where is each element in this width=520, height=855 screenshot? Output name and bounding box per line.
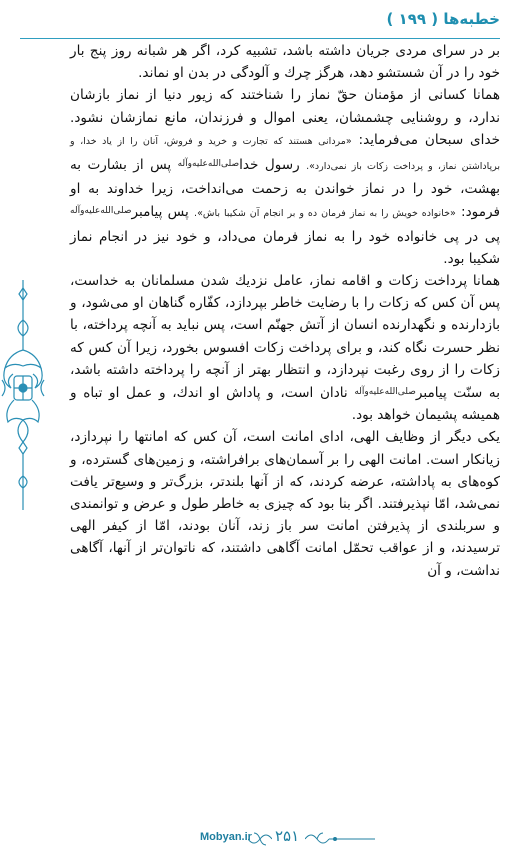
page-number: ۲۵۱	[275, 827, 300, 845]
salawat-mark: صلی‌الله‌علیه‌وآله	[70, 206, 132, 217]
chapter-title: خطبه‌ها ( ۱۹۹ )	[386, 10, 500, 28]
paragraph-1: بر در سرای مردی جریان داشته باشد، تشبیه کرد، اگر هر شبانه روز پنج بار خود را در آن شستشو دهد، هرگز چرك و آلودگی در بدن او نماند.	[70, 43, 500, 82]
vine-ornament-icon	[248, 829, 272, 849]
paragraph-2-text-b: رسول خدا	[239, 157, 307, 174]
paragraph-2-text-d: پس پیامبر	[131, 204, 195, 221]
vine-ornament-icon	[305, 829, 375, 849]
paragraph-2-text-a: همانا كسانی از مؤمنان حقّ نماز را شناختند كه زیور دنیا از نماز بازشان ندارد، و روشنایی چشمشان، یعنی اموال و فرزندان، مانع نمازشان نشود. خدای سبحان می‌فرماید:	[70, 87, 500, 148]
arabesque-ornament-icon	[0, 280, 46, 510]
paragraph-3-text-b: نادان است، و پاداش او اندك، و عمل او تباه و همیشه پشیمان خواهد بود.	[70, 385, 500, 424]
main-text	[70, 40, 500, 582]
paragraph-3	[70, 270, 500, 426]
paragraph-2	[70, 84, 500, 270]
paragraph-4: یكی دیگر از وظایف الهی، ادای امانت است، آن كس كه امانتها را نپردازد، زیانكار است. امانت الهی را بر آسمان‌های برافراشته، و زمین‌های گسترده، و كوه‌های به پاداشته، عرضه كردند، كه از آنها بلندتر، بزرگ‌تر و وسیع‌تر یافت نمی‌شد، امّا نپذیرفتند. اگر بنا بود كه چیزی به خاطر طول و عرض و توانمندی و سربلندی از پذیرفتن امانت سر باز زند، آنان بودند، امّا از كیفر الهی ترسیدند، و از عواقب تحمّل امانت آگاهی داشتند، كه ناتوان‌تر از آنها، آگاهی نداشت، و آن	[70, 429, 500, 579]
header-divider	[20, 38, 500, 39]
page-header	[20, 8, 500, 34]
salawat-mark: صلی‌الله‌علیه‌وآله	[354, 387, 416, 398]
paragraph-2-text-e: پی در پی خانواده خود را به نماز فرمان می‌داد، و خود نیز در انجام نماز شكیبا بود.	[70, 228, 500, 267]
quran-quote-1: «مردانی هستند كه تجارت و خرید و فروش، آنان را از یاد خدا، و برپاداشتن نماز، و پرداخت زكات باز نمی‌دارد».	[70, 135, 500, 173]
site-watermark: Mobyan.ir	[200, 831, 252, 843]
paragraph-3-text-a: همانا پرداخت زكات و اقامه نماز، عامل نزدیك شدن مسلمانان به خداست، پس آن كس كه زكات را با رضایت خاطر بپردازد، كفّاره گناهان او می‌شود، و بازدارنده و نگهدارنده انسان از آتش جهنّم است، پس نباید به آنچه پرداخته، با نظر حسرت نگاه كند، و برای پرداخت زكات افسوس بخورد، زیرا آن كس كه زكات را از روی رغبت نپردازد، و انتظار بهتر از آنچه را پرداخته داشته باشد، به سنّت پیامبر	[70, 273, 500, 402]
salawat-mark: صلی‌الله‌علیه‌وآله	[177, 159, 240, 170]
page-footer	[0, 825, 520, 855]
quran-quote-2: «خانواده خویش را به نماز فرمان ده و بر انجام آن شكیبا باش».	[194, 208, 456, 220]
paragraph-2-text-c: پس از بشارت به بهشت، خود را در نماز خواندن به زحمت می‌انداخت، زیرا خداوند به او فرمود:	[70, 157, 500, 221]
